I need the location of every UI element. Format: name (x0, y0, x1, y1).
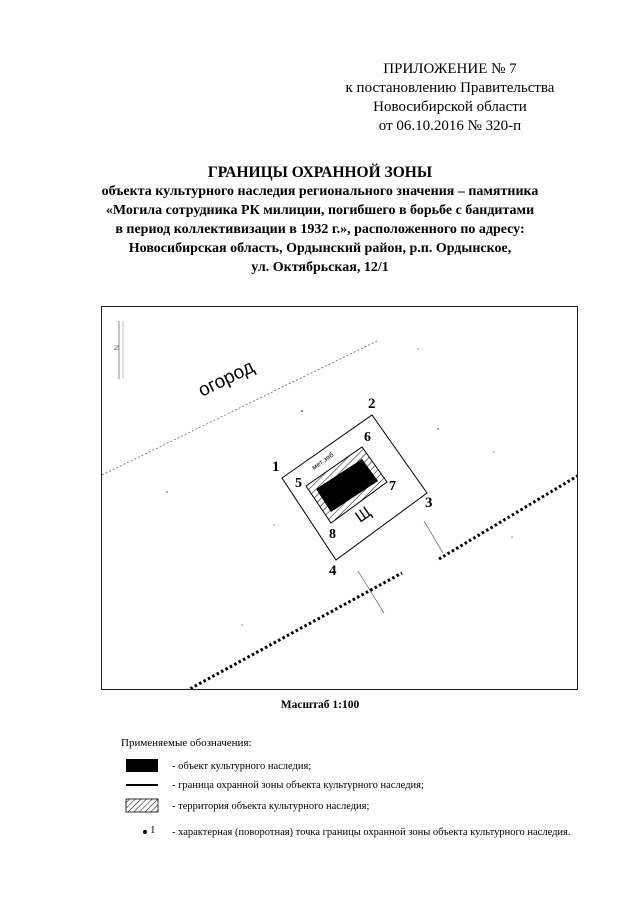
legend-text: - граница охранной зоны объекта культурного наследия; (172, 779, 424, 791)
site-plan-map (101, 306, 578, 690)
legend-text: - характерная (поворотная) точка границы охранной зоны объекта культурного наследия. (172, 826, 571, 838)
fence-line (186, 573, 402, 690)
title-line: объекта культурного наследия регионального значения – памятника (101, 184, 539, 199)
point-label-8: 8 (329, 527, 336, 542)
legend-item-territory (120, 797, 620, 815)
cross-line (358, 571, 384, 613)
point-label-1: 1 (272, 459, 280, 475)
title-line: ул. Октябрьская, 12/1 (251, 260, 389, 275)
cross-line (424, 521, 443, 553)
point-label-3: 3 (425, 495, 433, 511)
legend-text: - территория объекта культурного наследия; (172, 800, 370, 812)
point-label-5: 5 (295, 476, 302, 491)
legend-symbol-object (120, 757, 166, 775)
legend-text: - объект культурного наследия; (172, 760, 312, 772)
appendix-number: ПРИЛОЖЕНИЕ № 7 (383, 61, 517, 77)
legend-item-boundary (120, 776, 620, 794)
legend-symbol-point (120, 823, 166, 841)
appendix-region: Новосибирской области (373, 99, 527, 115)
garden-label: огород (194, 356, 258, 402)
legend-heading: Применяемые обозначения: (121, 737, 252, 749)
scale-label: Масштаб 1:100 (280, 699, 360, 711)
building-label: Щ (352, 503, 375, 527)
title-line: Новосибирская область, Ордынский район, р.п. Ордынское, (128, 241, 512, 256)
legend-point-label: 1 (150, 824, 156, 836)
legend-item-point (120, 823, 620, 841)
appendix-header (330, 60, 570, 136)
point-label-6: 6 (364, 430, 371, 445)
point-label-4: 4 (329, 563, 337, 579)
point-label-7: 7 (389, 479, 396, 494)
appendix-resolution: к постановлению Правительства (345, 80, 555, 96)
fence-line (439, 475, 578, 559)
north-marker: N (112, 345, 119, 351)
object-label: мет зяб (311, 451, 336, 472)
title-main: ГРАНИЦЫ ОХРАННОЙ ЗОНЫ (207, 164, 433, 181)
title-line: «Могила сотрудника РК милиции, погибшего в борьбе с бандитами (105, 203, 535, 218)
appendix-date: от 06.10.2016 № 320-п (378, 118, 522, 134)
legend-item-object (120, 757, 620, 775)
point-label-2: 2 (368, 396, 376, 412)
document-title (40, 163, 600, 277)
title-line: в период коллективизации в 1932 г.», расположенного по адресу: (115, 222, 525, 237)
legend-symbol-territory (120, 797, 166, 815)
legend-symbol-boundary (120, 776, 166, 794)
site-plan-drawing (102, 307, 578, 690)
